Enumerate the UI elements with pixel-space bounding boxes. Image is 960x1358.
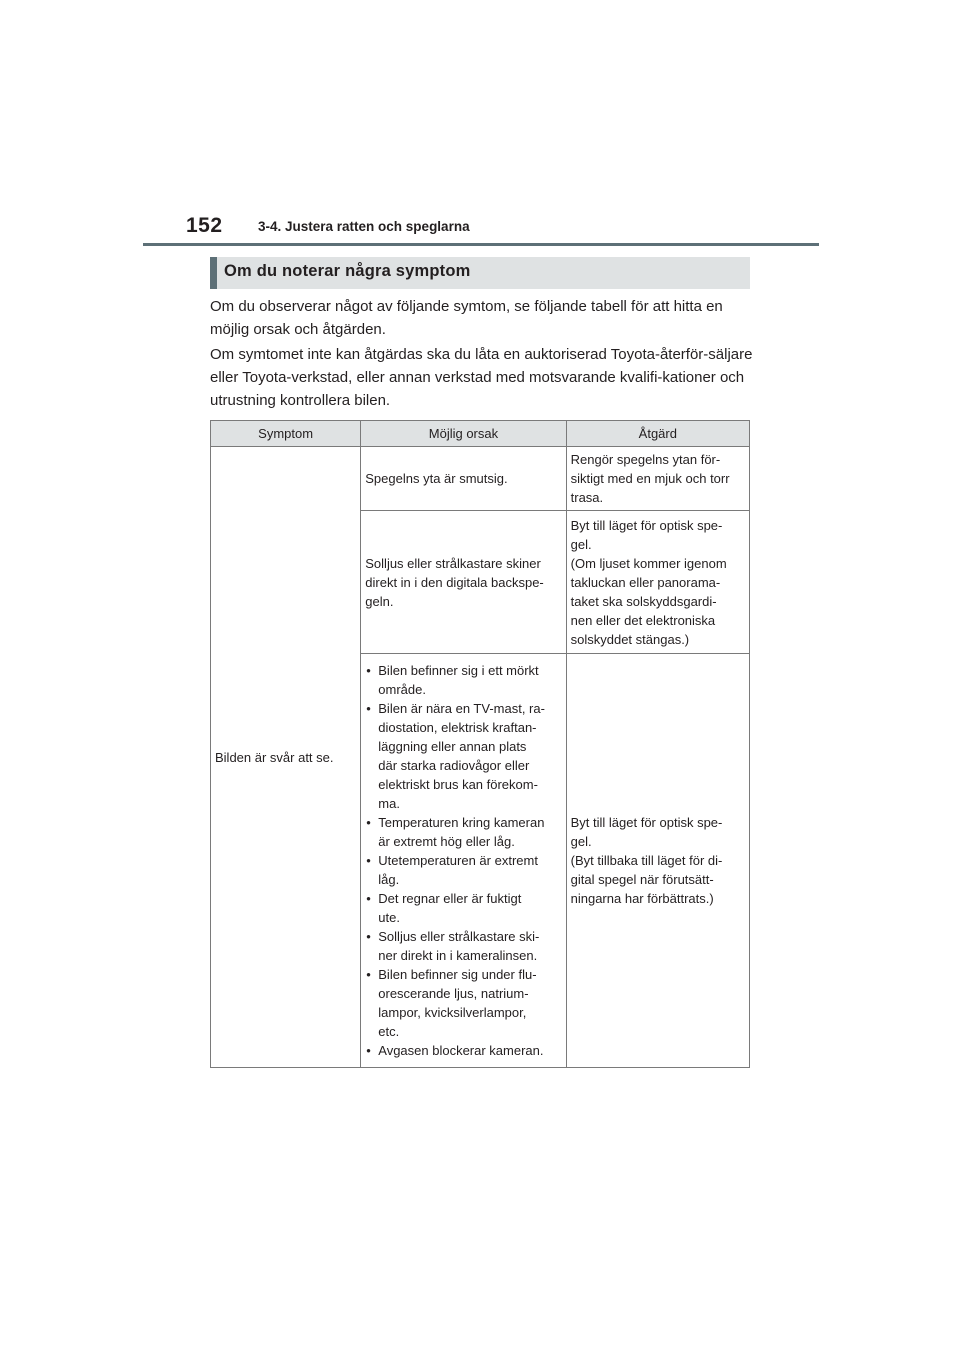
action-cell: Byt till läget för optisk spe- gel. (Byt tillbaka till läget för di- gital spegel när förutsätt- ningarna har förbättrats.) <box>566 654 749 1068</box>
symptom-cell: Bilden är svår att se. <box>211 447 361 1068</box>
list-item: • Bilen är nära en TV-mast, ra- diostation, elektrisk kraftan- läggning eller annan plats där starka radiovågor eller elektriskt brus kan förekom- ma. <box>365 699 561 813</box>
cause-cell: Spegelns yta är smutsig. <box>361 447 566 511</box>
table-header-row <box>211 421 750 447</box>
list-item: • Avgasen blockerar kameran. <box>365 1041 561 1060</box>
symptom-table <box>210 420 750 1068</box>
header-action: Åtgärd <box>566 421 749 447</box>
chapter-title: 3-4. Justera ratten och speglarna <box>258 219 470 234</box>
cause-list <box>365 661 561 1060</box>
list-item: • Utetemperaturen är extremt låg. <box>365 851 561 889</box>
cause-cell: Solljus eller strålkastare skiner direkt in i den digitala backspe- geln. <box>361 511 566 654</box>
cause-list-cell <box>361 654 566 1068</box>
section-heading-bar <box>210 257 217 289</box>
table-row <box>211 447 750 511</box>
intro-paragraph: Om du observerar något av följande symtom, se följande tabell för att hitta en möjlig orsak och åtgärden. <box>210 298 723 338</box>
section-heading <box>210 257 750 289</box>
list-item: • Bilen befinner sig i ett mörkt område. <box>365 661 561 699</box>
header-cause: Möjlig orsak <box>361 421 566 447</box>
list-item: • Temperaturen kring kameran är extremt hög eller låg. <box>365 813 561 851</box>
dealer-paragraph: Om symtomet inte kan åtgärdas ska du låta en auktoriserad Toyota-återför-säljare eller Toyota-verkstad, eller annan verkstad med motsvarande kvalifi-kationer och utrustning kontrollera bilen. <box>210 346 753 409</box>
header-symptom: Symptom <box>211 421 361 447</box>
list-item: • Solljus eller strålkastare ski- ner direkt in i kameralinsen. <box>365 927 561 965</box>
header-rule <box>143 243 819 246</box>
list-item: • Det regnar eller är fuktigt ute. <box>365 889 561 927</box>
list-item: • Bilen befinner sig under flu- orescerande ljus, natrium- lampor, kvicksilverlampor, etc. <box>365 965 561 1041</box>
action-cell: Rengör spegelns ytan för- siktigt med en mjuk och torr trasa. <box>566 447 749 511</box>
page-number: 152 <box>186 214 223 237</box>
section-heading-text: Om du noterar några symptom <box>224 262 471 280</box>
action-cell: Byt till läget för optisk spe- gel. (Om ljuset kommer igenom takluckan eller panorama- taket ska solskyddsgardi- nen eller det elektroniska solskyddet stängas.) <box>566 511 749 654</box>
